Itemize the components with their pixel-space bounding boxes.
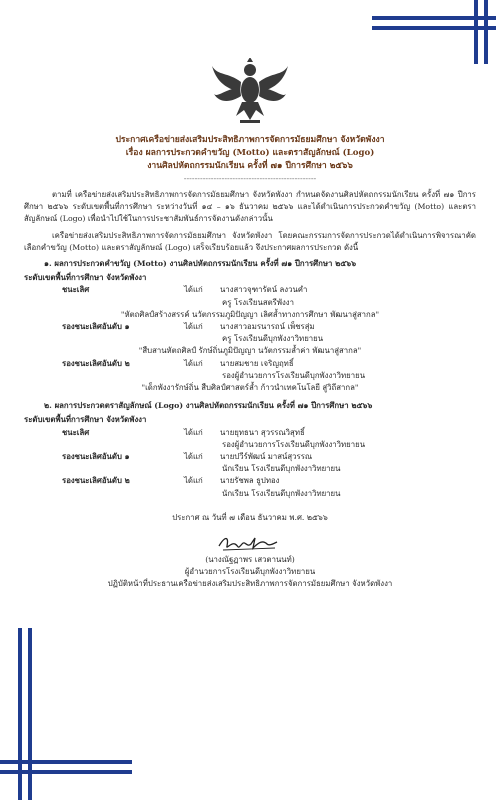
motto-runner1-given: ได้แก่ (184, 322, 203, 332)
garuda-emblem-icon (210, 58, 290, 128)
logo-runner2-rank: รองชนะเลิศอันดับ ๒ (62, 476, 130, 486)
header-line-3: งานศิลปหัตถกรรมนักเรียน ครั้งที่ ๗๑ ปีการศึกษา ๒๕๖๖ (147, 161, 353, 171)
logo-winner-rank: ชนะเลิศ (62, 427, 90, 437)
header-line-1: ประกาศเครือข่ายส่งเสริมประสิทธิภาพการจัดการมัธยมศึกษา จังหวัดพังงา (115, 135, 385, 145)
logo-runner2-affiliation: นักเรียน โรงเรียนดีบุกพังงาวิทยายน (222, 488, 341, 498)
motto-runner1-name: นางสาวอมรนารถน์ เพ็ชรสุ่ม (220, 322, 315, 332)
section-2-title (24, 400, 476, 412)
motto-runner2-row (24, 358, 476, 370)
signer-role: ปฏิบัติหน้าที่ประธานเครือข่ายส่งเสริมประสิทธิภาพการจัดการมัธยมศึกษา จังหวัดพังงา (107, 579, 393, 589)
frame-line-top-right-v2 (484, 0, 488, 64)
logo-runner1-name: นายปวีร์พัฒน์ มาสน์สุวรรณ (220, 452, 313, 462)
motto-winner-given: ได้แก่ (184, 285, 203, 295)
frame-line-top-right-v1 (474, 0, 478, 64)
frame-line-bottom-left-v1 (18, 628, 22, 800)
motto-runner2-given: ได้แก่ (184, 358, 203, 368)
body-paragraph-2: เครือข่ายส่งเสริมประสิทธิภาพการจัดการมัธยมศึกษา จังหวัดพังงา โดยคณะกรรมการจัดการประกวดได้ดำเนินการพิจารณาคัดเลือกคำขวัญ (Motto) และตราสัญลักษณ์ (Logo) เสร็จเรียบร้อยแล้ว จึงประกาศผลการประกวด ดังนี้ (24, 230, 476, 252)
motto-winner-row (24, 284, 476, 296)
motto-runner1-rank: รองชนะเลิศอันดับ ๑ (62, 322, 130, 332)
logo-runner2-name: นายรัชพล ธูปทอง (220, 476, 280, 486)
logo-runner1-row (24, 451, 476, 463)
announcement-document (24, 58, 476, 591)
motto-winner-rank: ชนะเลิศ (62, 285, 90, 295)
logo-winner-affiliation: รองผู้อำนวยการโรงเรียนดีบุกพังงาวิทยายน (222, 439, 366, 449)
signer-position: ผู้อำนวยการโรงเรียนดีบุกพังงาวิทยายน (184, 567, 316, 577)
section-1-title-text: ๑. ผลการประกวดคำขวัญ (Motto) งานศิลปหัตถกรรมนักเรียน ครั้งที่ ๗๑ ปีการศึกษา ๒๕๖๖ (44, 259, 357, 269)
logo-winner-row (24, 427, 476, 439)
section-2-title-text: ๒. ผลการประกวดตราสัญลักษณ์ (Logo) งานศิลปหัตถกรรมนักเรียน ครั้งที่ ๗๑ ปีการศึกษา ๒๕๖๖ (44, 401, 373, 411)
logo-runner1-rank: รองชนะเลิศอันดับ ๑ (62, 452, 130, 462)
frame-line-bottom-left-v2 (28, 628, 32, 800)
section-1-subtitle: ระดับเขตพื้นที่การศึกษา จังหวัดพังงา (24, 273, 147, 283)
motto-winner-name: นางสาวจุฑารัตน์ ลงวนคำ (220, 285, 308, 295)
signer-name: (นางณัฐฏาพร เสวตานนท์) (205, 555, 295, 565)
motto-runner2-affiliation: รองผู้อำนวยการโรงเรียนดีบุกพังงาวิทยายน (222, 370, 366, 380)
logo-runner1-given: ได้แก่ (184, 452, 203, 462)
header-divider: ------------------------------------------------- (183, 174, 317, 183)
motto-runner1-text: "สืบสานหัตถศิลป์ รักษ์ถิ่นภูมิปัญญา นวัตกรรมล้ำค่า พัฒนาสู่สากล" (138, 346, 362, 356)
motto-runner1-row (24, 321, 476, 333)
logo-winner-name: นายยุทธนา สุวรรณวิสุทธิ์ (220, 427, 305, 437)
motto-winner-affiliation: ครู โรงเรียนสตรีพังงา (222, 297, 294, 307)
logo-runner2-row (24, 475, 476, 487)
logo-winner-given: ได้แก่ (184, 427, 203, 437)
body-paragraph-1: ตามที่ เครือข่ายส่งเสริมประสิทธิภาพการจัดการมัธยมศึกษา จังหวัดพังงา กำหนดจัดงานศิลปหัตถกรรมนักเรียน ครั้งที่ ๗๑ ปีการศึกษา ๒๕๖๖ ระดับเขตพื้นที่การศึกษา ระหว่างวันที่ ๑๔ – ๑๖ ธันวาคม ๒๕๖๖ และได้ดำเนินการประกวดคำขวัญ (Motto) และตราสัญลักษณ์ (Logo) เพื่อนำไปใช้ในการประชาสัมพันธ์การจัดงานดังกล่าวนั้น (24, 190, 476, 224)
section-1-title (24, 258, 476, 270)
logo-runner1-affiliation: นักเรียน โรงเรียนดีบุกพังงาวิทยายน (222, 464, 341, 474)
motto-runner1-affiliation: ครู โรงเรียนดีบุกพังงาวิทยายน (222, 334, 324, 344)
motto-winner-text: "หัตถศิลป์สร้างสรรค์ นวัตกรรมภูมิปัญญา เลิศล้ำทางการศึกษา พัฒนาสู่สากล" (120, 309, 380, 319)
motto-runner2-name: นายสมชาย เจริญฤทธิ์ (220, 358, 294, 368)
signature-icon (215, 532, 285, 554)
logo-runner2-given: ได้แก่ (184, 476, 203, 486)
header-line-2: เรื่อง ผลการประกวดคำขวัญ (Motto) และตราสัญลักษณ์ (Logo) (125, 148, 375, 158)
section-2-subtitle: ระดับเขตพื้นที่การศึกษา จังหวัดพังงา (24, 415, 147, 425)
motto-runner2-text: "เด็กพังงารักษ์ถิ่น สืบศิลป์ศาสตร์ล้ำ ก้าวนำเทคโนโลยี สู่วิถีสากล" (141, 383, 359, 393)
motto-runner2-rank: รองชนะเลิศอันดับ ๒ (62, 358, 130, 368)
announcement-date: ประกาศ ณ วันที่ ๗ เดือน ธันวาคม พ.ศ. ๒๕๖๖ (172, 512, 328, 522)
